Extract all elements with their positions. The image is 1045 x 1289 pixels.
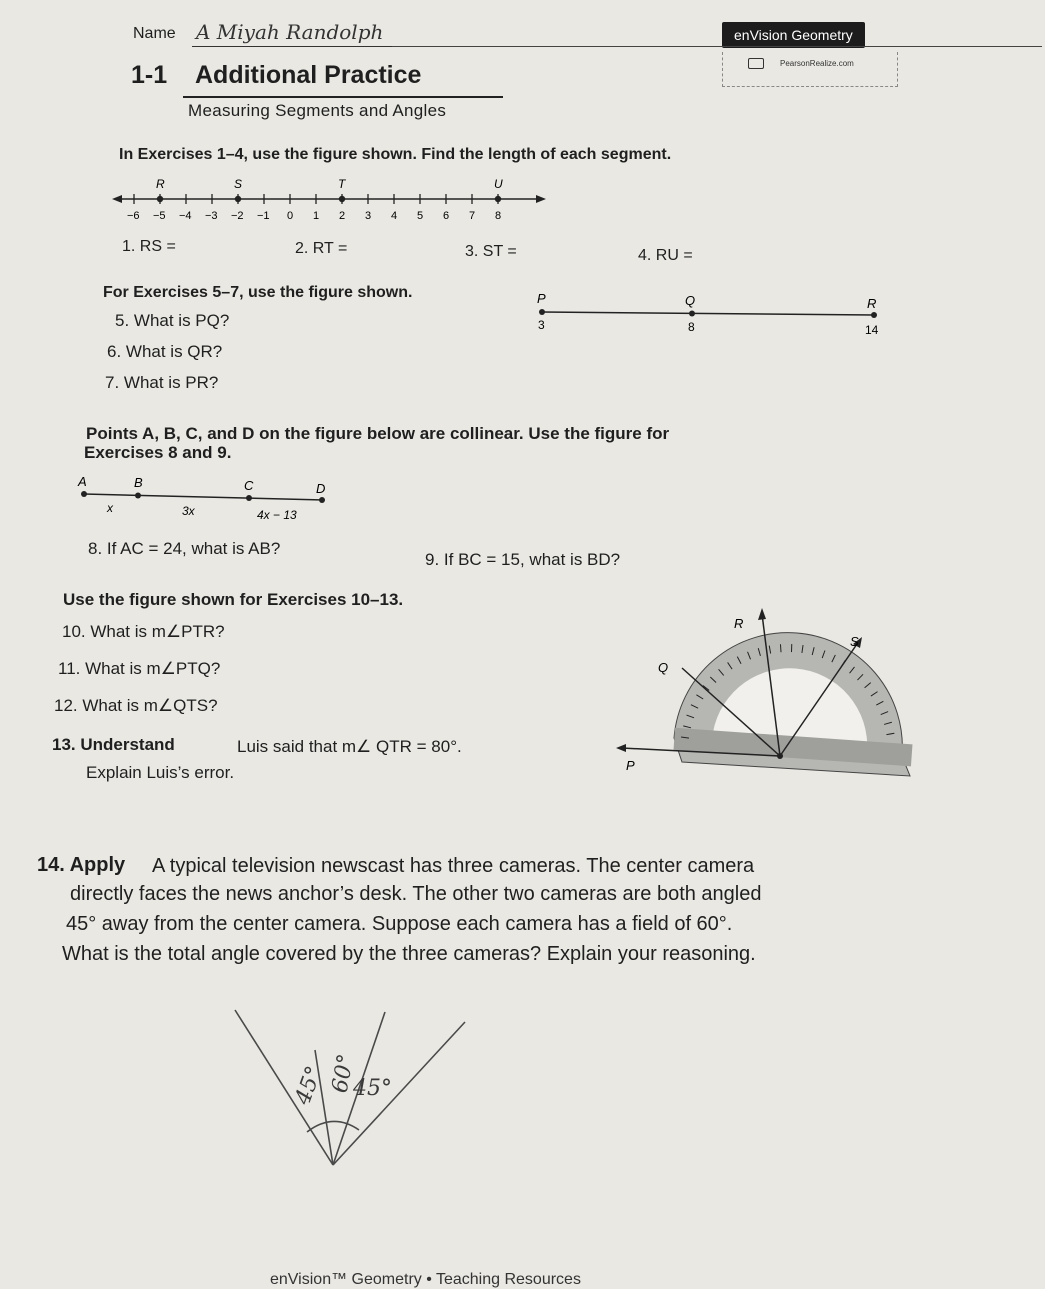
lesson-number: 1-1 [131,61,167,90]
segment-cd-expression: 4x − 13 [257,508,297,522]
number-line-tick-label: −6 [127,210,140,222]
name-value: A Miyah Randolph [196,20,383,44]
number-line-tick-label: 5 [417,210,423,222]
lesson-title: Additional Practice [195,61,421,90]
number-line-tick-label: 6 [443,210,449,222]
ray-q-label: Q [658,660,668,675]
question-9: 9. If BC = 15, what is BD? [425,550,620,570]
monitor-icon [748,58,764,69]
instruction-1-4: In Exercises 1–4, use the figure shown. Find the length of each segment. [119,146,671,164]
name-underline [192,46,392,47]
question-13-text: Luis said that m∠ QTR = 80°. [237,737,462,757]
question-14-line3: 45° away from the center camera. Suppose each camera has a field of 60°. [66,913,732,936]
question-11: 11. What is m∠PTQ? [58,659,220,679]
number-line-tick-label: −1 [257,210,270,222]
number-line-point [157,196,163,202]
lesson-subtitle: Measuring Segments and Angles [188,101,446,121]
number-line-point [495,196,501,202]
point-q-value: 8 [688,320,695,334]
question-14-line4: What is the total angle covered by the three cameras? Explain your reasoning. [62,943,756,966]
number-line-point [339,196,345,202]
number-line-tick-label: 7 [469,210,475,222]
point-a-label: A [77,474,87,489]
instruction-5-7: For Exercises 5–7, use the figure shown. [103,284,412,302]
collinear-abcd-figure [72,472,342,528]
number-line-tick-label: −3 [205,210,218,222]
point-b-label: B [134,475,143,490]
ray-s-label: S [850,634,859,649]
ray-r-label: R [734,616,743,631]
point-p-value: 3 [538,318,545,332]
question-2: 2. RT = [295,240,347,258]
number-line-tick-label: −5 [153,210,166,222]
number-line-point-label: S [234,177,242,191]
title-rule [183,96,503,98]
sketch-label-center: 60° [328,1052,359,1095]
question-10: 10. What is m∠PTR? [62,622,225,642]
number-line-tick-label: 2 [339,210,345,222]
number-line-tick-label: −2 [231,210,244,222]
footer-text: enVision™ Geometry • Teaching Resources [270,1271,581,1289]
question-6: 6. What is QR? [107,342,222,362]
sketch-label-right: 45° [352,1076,392,1101]
protractor-tick [780,644,781,652]
question-14-label: 14. Apply [37,854,125,877]
question-14-line1: A typical television newscast has three cameras. The center camera [152,855,754,878]
point-r-value: 14 [865,323,879,337]
segment-ab-expression: x [106,501,114,515]
point-d-label: D [316,481,325,496]
question-12: 12. What is m∠QTS? [54,696,218,716]
number-line-point-label: U [494,177,503,191]
question-8: 8. If AC = 24, what is AB? [88,539,280,559]
question-1: 1. RS = [122,238,176,256]
number-line-tick-label: 3 [365,210,371,222]
instruction-8-9-line2: Exercises 8 and 9. [84,443,231,463]
number-line-point-label: R [156,177,165,191]
number-line-point-label: T [338,177,347,191]
number-line-tick-label: 8 [495,210,501,222]
number-line-tick-label: 0 [287,210,293,222]
realize-url: PearsonRealize.com [780,59,854,68]
question-14-line2: directly faces the news anchor’s desk. The other two cameras are both angled [70,883,762,906]
segment-pqr-figure [530,288,890,342]
protractor-figure [612,600,932,790]
brand-badge: enVision Geometry [722,22,865,48]
question-7: 7. What is PR? [105,373,218,393]
ray-p-label: P [626,758,635,773]
camera-sketch [225,1000,485,1180]
number-line-tick-label: 4 [391,210,397,222]
number-line-point [235,196,241,202]
header-rule [392,46,1042,47]
instruction-8-9-line1: Points A, B, C, and D on the figure below are collinear. Use the figure for [86,424,669,444]
number-line-tick-label: 1 [313,210,319,222]
question-5: 5. What is PQ? [115,311,229,331]
question-3: 3. ST = [465,243,517,261]
segment-bc-expression: 3x [182,504,196,518]
number-line-tick-label: −4 [179,210,192,222]
point-r-label: R [867,296,876,311]
number-line-figure [112,175,552,235]
question-13-line2: Explain Luis’s error. [86,763,234,783]
point-c-label: C [244,478,254,493]
point-p-label: P [537,291,546,306]
instruction-10-13: Use the figure shown for Exercises 10–13. [63,590,403,610]
question-4: 4. RU = [638,247,693,265]
question-13-label: 13. Understand [52,735,175,755]
point-q-label: Q [685,293,695,308]
sketch-label-left: 45° [290,1063,327,1109]
name-label: Name [133,25,176,43]
